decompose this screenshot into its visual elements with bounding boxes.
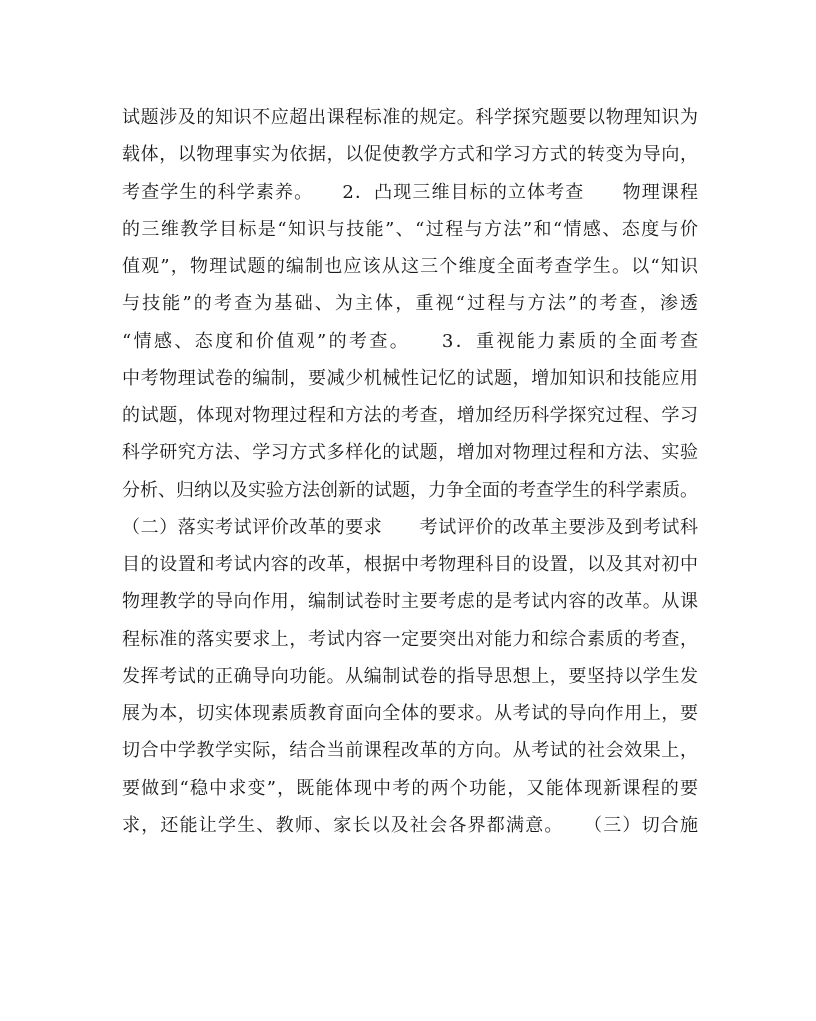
text-line: 展为本，切实体现素质教育面向全体的要求。从考试的导向作用上，要 [122, 703, 698, 724]
text-line: 发挥考试的正确导向功能。从编制试卷的指导思想上，要坚持以学生发 [122, 665, 698, 687]
text-line: （二）落实考试评价改革的要求 考试评价的改革主要涉及到考试科 [122, 516, 698, 538]
text-line: 值观”，物理试题的编制也应该从这三个维度全面考查学生。以“知识 [122, 256, 698, 277]
text-line: 中考物理试卷的编制，要减少机械性记忆的试题，增加知识和技能应用 [122, 367, 698, 389]
text-line: 考查学生的科学素养。 2．凸现三维目标的立体考查 物理课程 [122, 181, 698, 203]
text-line: 的三维教学目标是“知识与技能”、“过程与方法”和“情感、态度与价 [122, 218, 698, 240]
text-line: 目的设置和考试内容的改革，根据中考物理科目的设置，以及其对初中 [122, 554, 698, 575]
text-line: 物理教学的导向作用，编制试卷时主要考虑的是考试内容的改革。从课 [122, 591, 698, 613]
text-line: 切合中学教学实际，结合当前课程改革的方向。从考试的社会效果上， [122, 740, 698, 762]
body-text [122, 101, 698, 846]
text-line: 与技能”的考查为基础、为主体，重视“过程与方法”的考查，渗透 [122, 293, 698, 315]
text-line: 要做到“稳中求变”，既能体现中考的两个功能，又能体现新课程的要 [122, 777, 698, 799]
text-line: 求，还能让学生、教师、家长以及社会各界都满意。 （三）切合施 [122, 814, 698, 836]
text-line: 科学研究方法、学习方式多样化的试题，增加对物理过程和方法、实验 [122, 442, 698, 464]
text-line: 的试题，体现对物理过程和方法的考查，增加经历科学探究过程、学习 [122, 405, 698, 426]
text-line: 载体，以物理事实为依据，以促使教学方式和学习方式的转变为导向， [122, 144, 698, 166]
text-line: 分析、归纳以及实验方法创新的试题，力争全面的考查学生的科学素质。 [122, 479, 698, 501]
text-line: 程标准的落实要求上，考试内容一定要突出对能力和综合素质的考查， [122, 628, 698, 650]
text-line: 试题涉及的知识不应超出课程标准的规定。科学探究题要以物理知识为 [122, 107, 698, 128]
text-line: “情感、态度和价值观”的考查。 3．重视能力素质的全面考查 [122, 330, 698, 352]
